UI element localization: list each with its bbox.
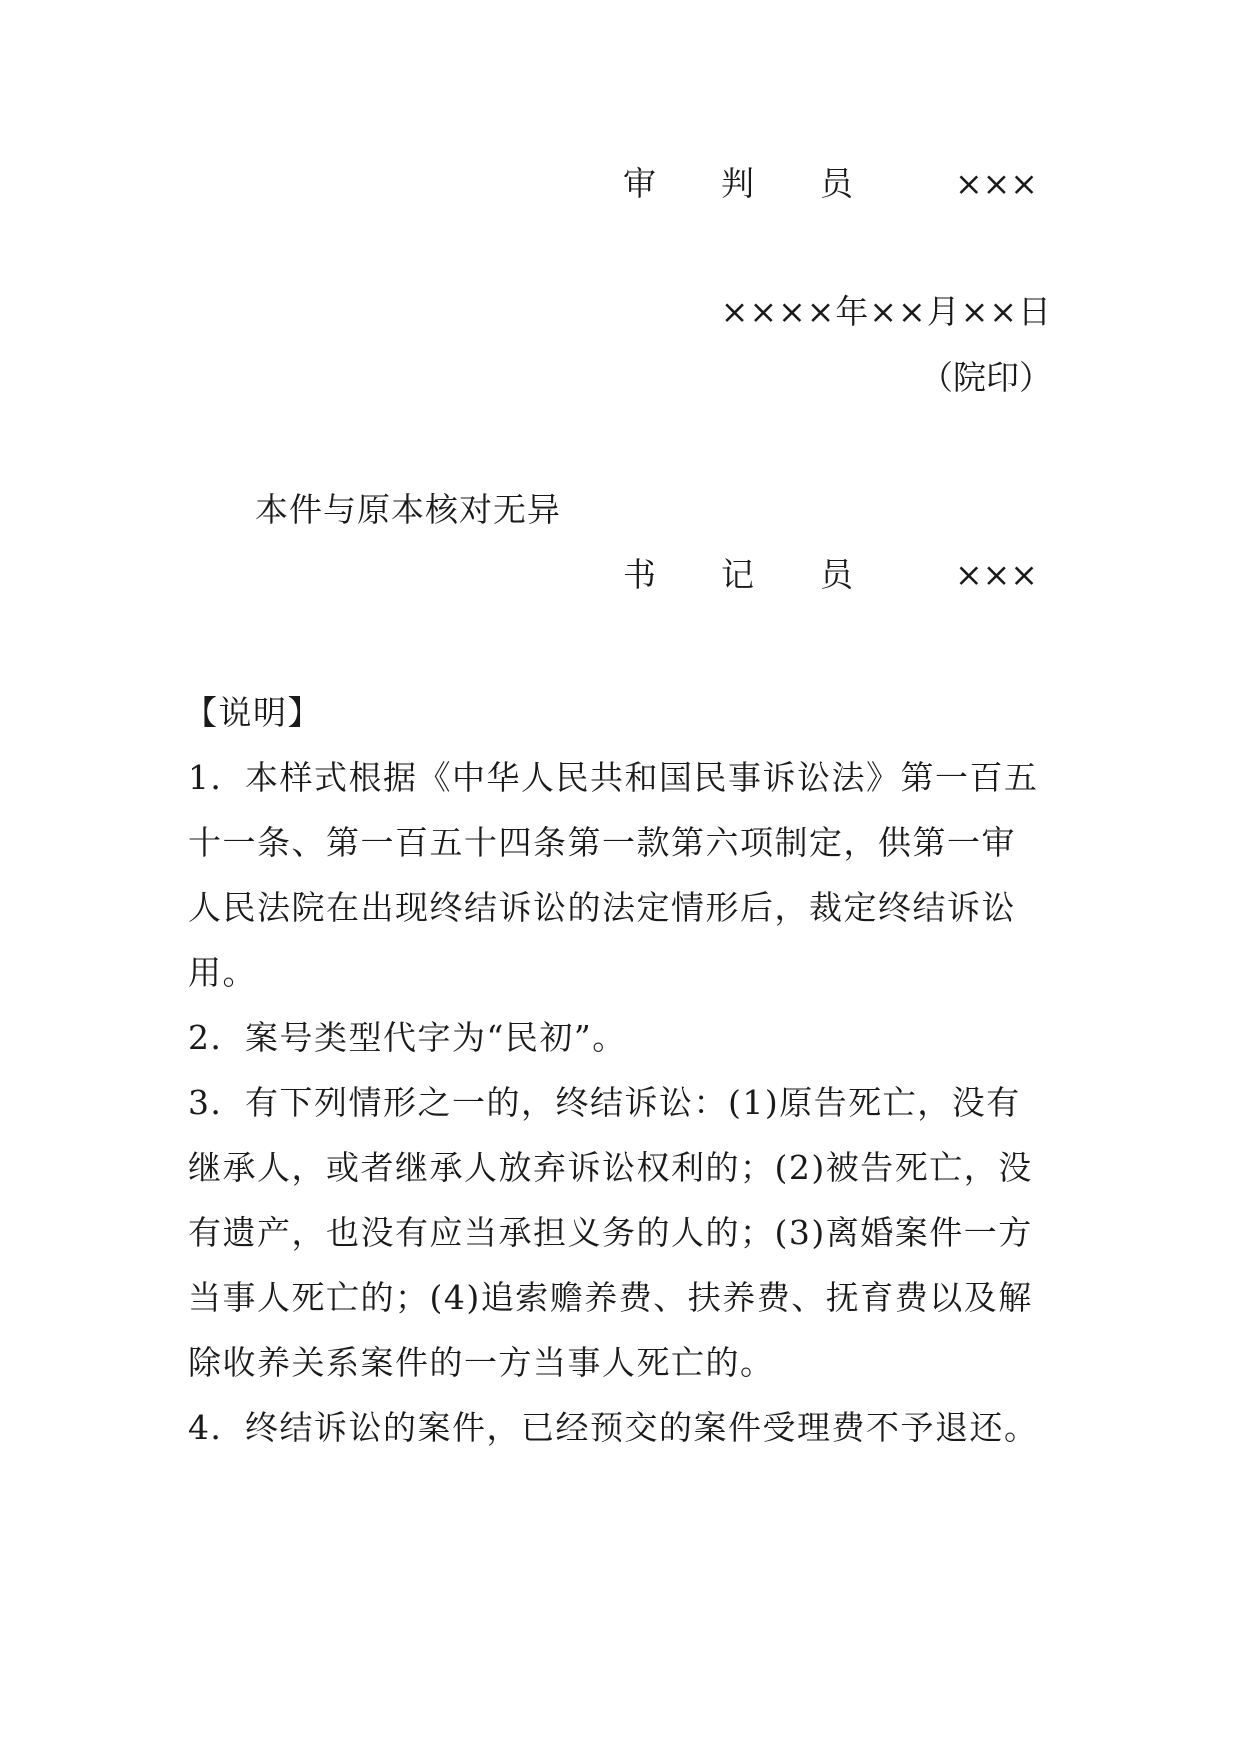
clerk-signature-line [0, 555, 1240, 595]
clerk-title-char-1: 书 [623, 555, 656, 594]
signing-date: ××××年××月××日 [720, 292, 1052, 331]
note-item-2: 2．案号类型代字为“民初”。 [188, 1018, 627, 1057]
clerk-title-char-2: 记 [721, 555, 754, 594]
note-item-1: 1．本样式根据《中华人民共和国民事诉讼法》第一百五十一条、第一百五十四条第一款第六项制定，供第一审人民法院在出现终结诉讼的法定情形后，裁定终结诉讼用。 [188, 758, 1039, 992]
judge-signature-line [0, 164, 1240, 204]
judge-name: ××× [955, 164, 1038, 203]
notes-heading: 【说明】 [184, 693, 322, 732]
judge-title-char-1: 审 [623, 164, 656, 203]
clerk-name: ××× [955, 555, 1038, 594]
judge-title-char-2: 判 [721, 164, 754, 203]
notes-section [184, 680, 1048, 1460]
court-seal: （院印） [920, 358, 1052, 397]
clerk-title-char-3: 员 [820, 555, 853, 594]
note-item-4: 4．终结诉讼的案件，已经预交的案件受理费不予退还。 [188, 1408, 1039, 1447]
note-item-3: 3．有下列情形之一的，终结诉讼：(1)原告死亡，没有继承人，或者继承人放弃诉讼权利的；(2)被告死亡，没有遗产，也没有应当承担义务的人的；(3)离婚案件一方当事人死亡的；(4)追索赡养费、扶养费、抚育费以及解除收养关系案件的一方当事人死亡的。 [188, 1083, 1033, 1382]
judge-title-char-3: 员 [820, 164, 853, 203]
verification-statement: 本件与原本核对无异 [255, 490, 561, 529]
